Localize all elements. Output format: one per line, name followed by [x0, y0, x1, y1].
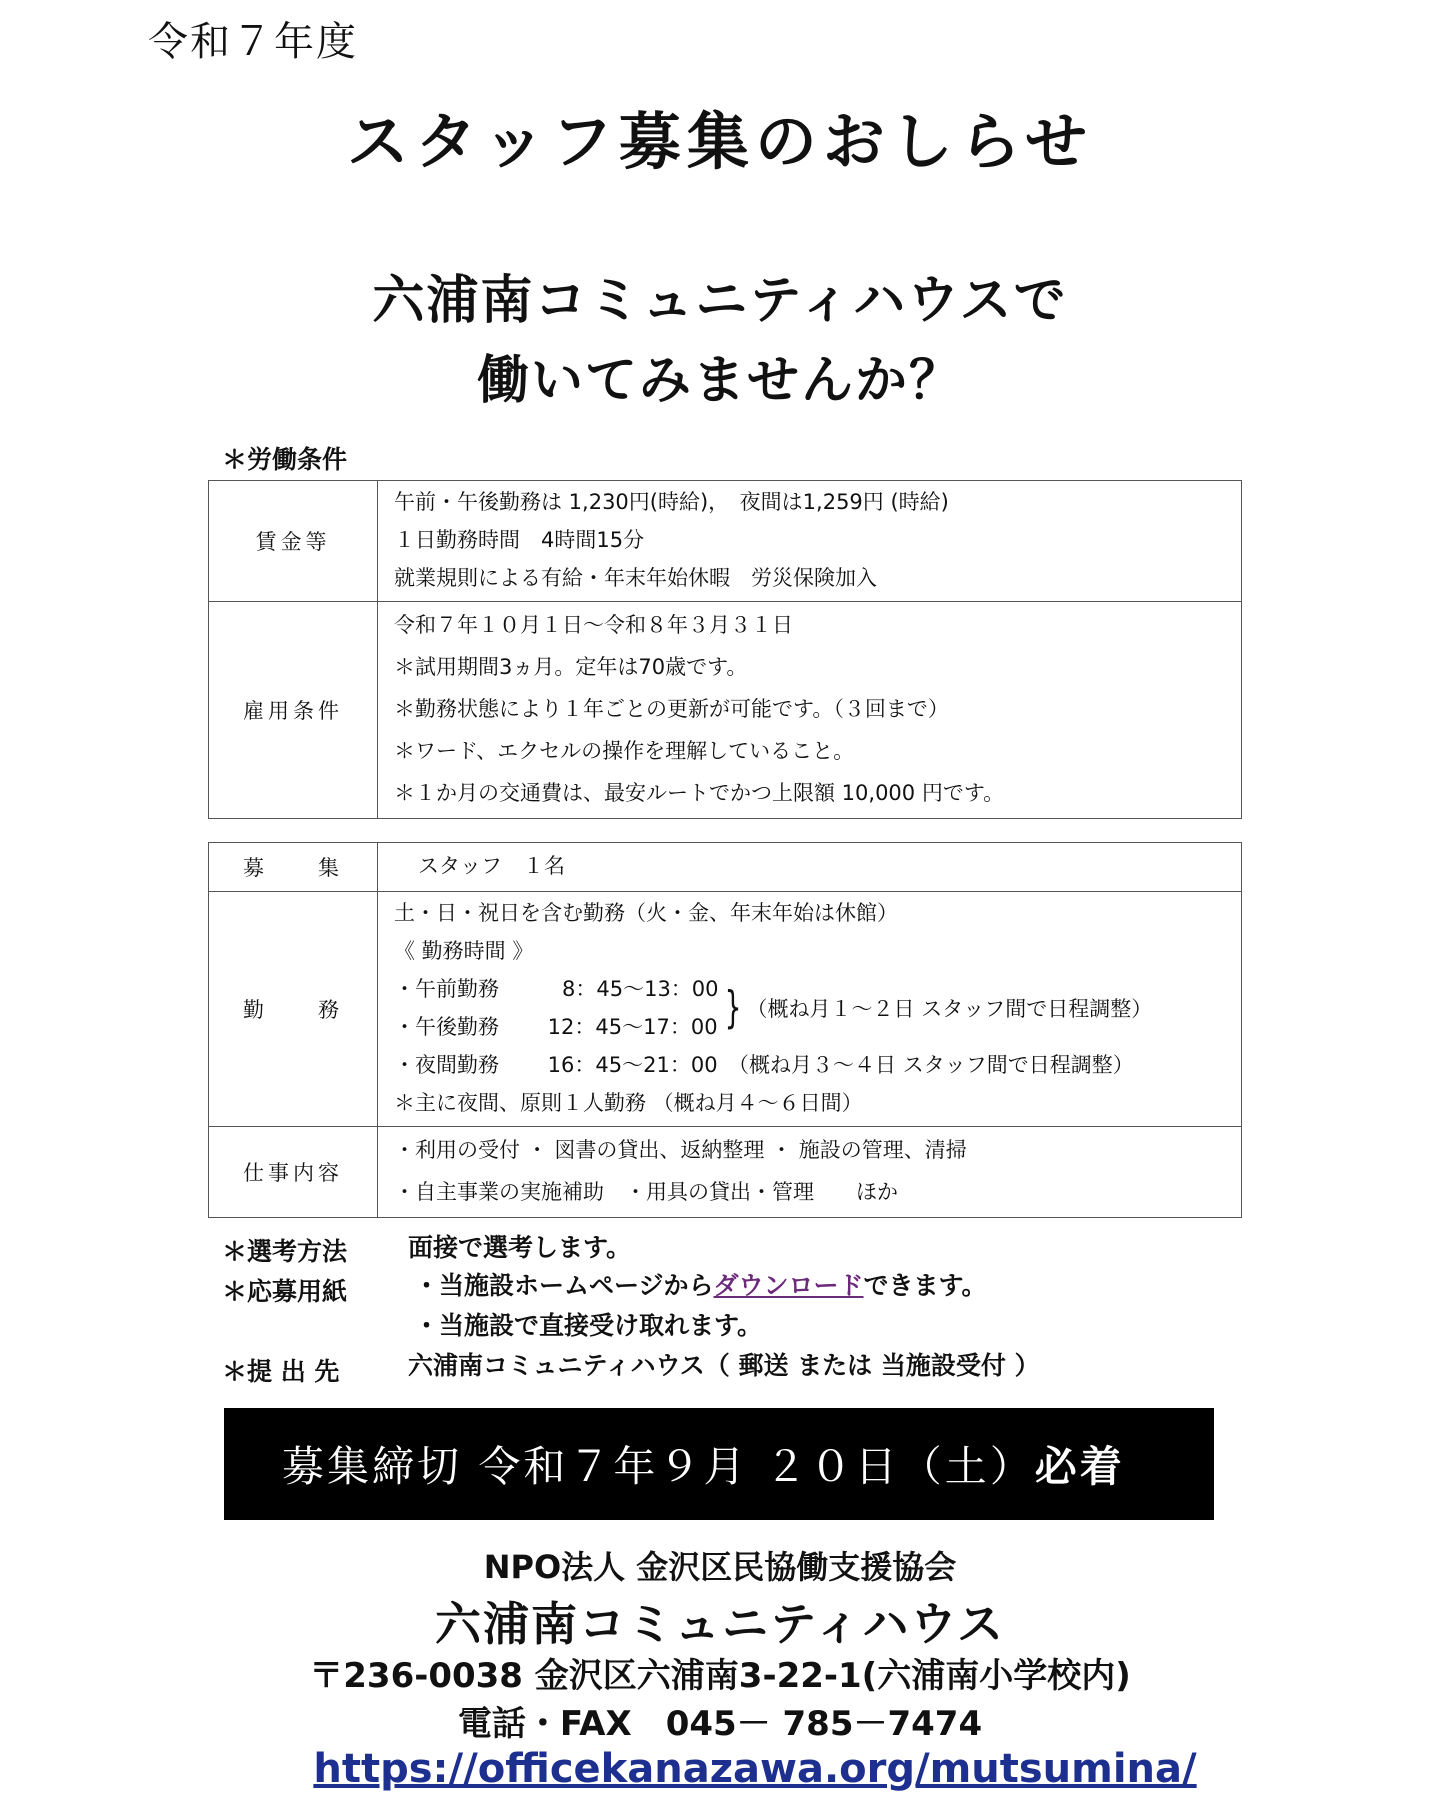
headline-line-2: 働いてみませんか？: [476, 351, 963, 411]
table-row: [209, 602, 1242, 819]
shift-group: [394, 970, 1241, 1046]
row-label-duties: 仕事内容: [209, 1127, 378, 1218]
selection-value: 面接で選考します。: [408, 1233, 632, 1262]
row-label-wages: 賃金等: [209, 481, 378, 602]
row-label-work: 勤 務: [209, 892, 378, 1127]
table-row: [209, 481, 1242, 602]
employment-line: ＊１か月の交通費は、最安ルートでかつ上限額 10,000 円です。: [394, 781, 1005, 805]
deadline-text: 募集締切 令和７年９月 ２０日（土）: [282, 1442, 1035, 1491]
phone-fax: 電話・FAX 045－ 785－7474: [457, 1704, 983, 1744]
fiscal-year: 令和７年度: [148, 19, 358, 65]
shift-am: ・午前勤務 8：45～13：00: [394, 977, 719, 1001]
form-line-1-text: ・当施設ホームページから: [414, 1271, 714, 1300]
submit-label: ＊提 出 先: [222, 1357, 340, 1386]
facility-name: 六浦南コミュニティハウス: [434, 1597, 1006, 1651]
recruitment-table: [208, 842, 1242, 1218]
row-value-recruit: [378, 843, 1242, 892]
conditions-heading: ＊労働条件: [222, 445, 348, 474]
work-note: ＊主に夜間、原則１人勤務 （概ね月４～６日間）: [394, 1091, 863, 1115]
form-line-2: ・当施設で直接受け取れます。: [414, 1311, 763, 1340]
duties-line: ・利用の受付 ・ 図書の貸出、返納整理 ・ 施設の管理、清掃: [394, 1138, 967, 1162]
employment-line: ＊試用期間3ヵ月。定年は70歳です。: [394, 655, 748, 679]
row-label-recruit: 募 集: [209, 843, 378, 892]
website-url: [0, 1746, 1440, 1792]
recruit-value: スタッフ １名: [418, 854, 565, 878]
row-value-duties: [378, 1127, 1242, 1218]
employment-line: ＊勤務状態により１年ごとの更新が可能です。（３回まで）: [394, 697, 949, 721]
duties-line: ・自主事業の実施補助 ・用具の貸出・管理 ほか: [394, 1180, 898, 1204]
organization-name: NPO法人 金沢区民協働支援協会: [483, 1548, 957, 1586]
row-value-work: [378, 892, 1242, 1127]
deadline-strong: 必着: [1034, 1442, 1125, 1491]
work-days: 土・日・祝日を含む勤務（火・金、年末年始は休館）: [394, 901, 898, 925]
shift-bracket-note: （概ね月１～２日 スタッフ間で日程調整）: [746, 997, 1153, 1021]
form-line-1-suffix: できます。: [863, 1271, 987, 1300]
deadline-banner: [224, 1408, 1214, 1520]
form-line-1: [414, 1266, 987, 1302]
selection-label: ＊選考方法: [222, 1237, 348, 1266]
shift-night: ・夜間勤務 16：45～21：00 （概ね月３～４日 スタッフ間で日程調整）: [394, 1053, 1134, 1077]
deadline-text-wrap: [282, 1434, 1125, 1494]
shift-pm: ・午後勤務 12：45～17：00: [394, 1015, 718, 1039]
employment-line: ＊ワード、エクセルの操作を理解していること。: [394, 739, 855, 763]
row-value-wages: [378, 481, 1242, 602]
website-link[interactable]: https://officekanazawa.org/mutsumina/: [313, 1746, 1197, 1792]
wages-line: 就業規則による有給・年末年始休暇 労災保険加入: [394, 566, 877, 590]
submit-value: 六浦南コミュニティハウス（ 郵送 または 当施設受付 ）: [408, 1351, 1040, 1380]
employment-line: 令和７年１０月１日～令和８年３月３１日: [394, 613, 793, 637]
row-value-employment: [378, 602, 1242, 819]
form-label: ＊応募用紙: [222, 1277, 348, 1306]
table-row: [209, 892, 1242, 1127]
row-label-employment: 雇用条件: [209, 602, 378, 819]
table-row: [209, 843, 1242, 892]
page-title: スタッフ募集のおしらせ: [346, 105, 1094, 178]
download-link[interactable]: ダウンロード: [713, 1271, 864, 1300]
address: 〒236-0038 金沢区六浦南3-22-1(六浦南小学校内): [309, 1656, 1131, 1696]
wages-line: １日勤務時間 4時間15分: [394, 528, 645, 552]
table-row: [209, 1127, 1242, 1218]
work-hours-heading: 《 勤務時間 》: [394, 939, 534, 963]
conditions-table: [208, 480, 1242, 819]
bracket-glyph: }: [724, 982, 741, 1033]
headline-line-1: 六浦南コミュニティハウスで: [372, 271, 1068, 331]
wages-line: 午前・午後勤務は 1,230円(時給)， 夜間は1,259円 (時給): [394, 490, 949, 514]
